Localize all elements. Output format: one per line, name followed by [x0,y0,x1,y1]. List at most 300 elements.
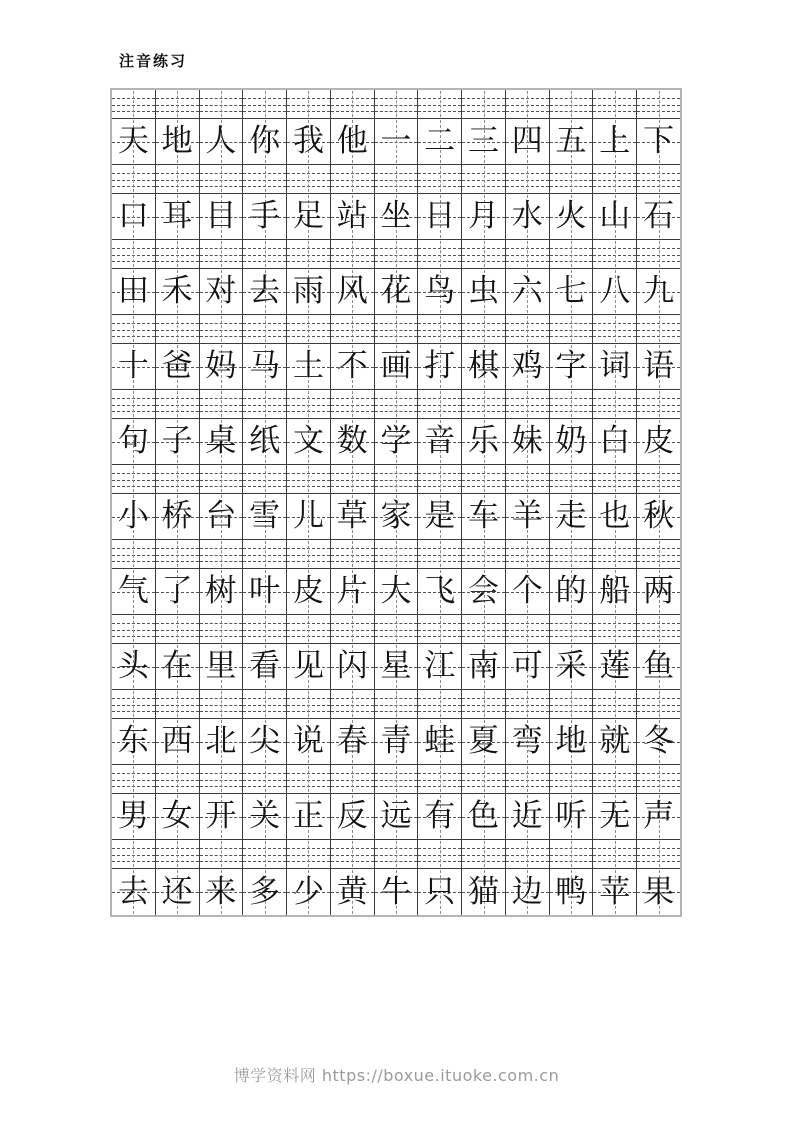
char-cell [593,344,637,390]
character: 色 [468,798,499,834]
center-guide-line [396,766,397,792]
center-guide-line [308,691,309,717]
footer-site-name: 博学资料网 [233,1066,317,1085]
character: 闪 [336,648,368,684]
char-cell [375,344,419,390]
char-cell [112,644,156,690]
center-guide-line [484,391,485,417]
char-cell [112,344,156,390]
character: 九 [643,273,675,309]
character: 山 [599,198,631,234]
center-guide-line [396,616,397,642]
center-guide-line [659,166,660,192]
center-guide-line [659,91,660,117]
character: 土 [292,348,324,384]
pinyin-cell [593,165,637,194]
center-guide-line [265,466,266,492]
pinyin-cell [637,765,680,794]
char-cell [331,719,375,765]
pinyin-cell [331,465,375,494]
char-cell [243,419,287,465]
pinyin-cell [200,315,244,344]
pinyin-cell [243,315,287,344]
char-cell [506,194,550,240]
char-cell [375,569,419,615]
char-cell [375,269,419,315]
pinyin-cell [462,465,506,494]
center-guide-line [177,91,178,117]
pinyin-cell [331,765,375,794]
character: 气 [117,573,149,609]
char-cell [156,419,200,465]
char-cell [550,494,594,540]
pinyin-cell [200,615,244,644]
pinyin-cell [112,315,156,344]
char-cell [331,269,375,315]
center-guide-line [308,541,309,567]
pinyin-cell [550,390,594,419]
character: 日 [424,198,456,234]
pinyin-row [112,465,680,494]
character: 走 [555,498,587,534]
char-cell [637,194,680,240]
char-cell [331,494,375,540]
center-guide-line [571,241,572,267]
pinyin-cell [418,390,462,419]
character: 奶 [555,423,587,459]
character: 个 [511,573,543,609]
character: 猫 [468,873,499,910]
pinyin-cell [506,690,550,719]
char-cell [331,869,375,915]
char-cell [637,869,680,915]
character: 小 [117,498,149,534]
char-cell [506,644,550,690]
character: 七 [555,273,587,309]
pinyin-row [112,240,680,269]
character: 只 [424,873,456,910]
char-cell [287,644,331,690]
character: 无 [599,798,631,834]
char-cell [375,719,419,765]
center-guide-line [484,841,485,867]
character: 片 [336,573,368,609]
pinyin-practice-grid [110,88,682,917]
char-cell [200,344,244,390]
pinyin-cell [550,615,594,644]
character: 会 [468,573,499,609]
character: 石 [643,198,675,234]
character: 风 [336,273,368,309]
center-guide-line [484,316,485,342]
char-cell [593,494,637,540]
pinyin-cell [550,165,594,194]
pinyin-cell [593,690,637,719]
char-cell [593,794,637,840]
pinyin-cell [637,390,680,419]
character: 站 [336,198,368,234]
center-guide-line [396,316,397,342]
center-guide-line [571,91,572,117]
char-cell [637,644,680,690]
center-guide-line [440,691,441,717]
character: 妈 [205,348,237,384]
character: 语 [643,348,675,384]
footer-watermark [0,1063,793,1086]
center-guide-line [440,466,441,492]
char-cell [506,719,550,765]
pinyin-cell [243,90,287,119]
char-cell [375,119,419,165]
center-guide-line [440,241,441,267]
pinyin-cell [550,840,594,869]
character: 开 [205,798,237,834]
char-row [112,569,680,615]
character: 对 [205,273,237,309]
pinyin-cell [462,390,506,419]
pinyin-cell [418,465,462,494]
char-cell [287,494,331,540]
center-guide-line [308,766,309,792]
char-cell [287,794,331,840]
center-guide-line [571,391,572,417]
pinyin-cell [331,90,375,119]
char-row [112,119,680,165]
char-cell [331,569,375,615]
char-cell [637,419,680,465]
center-guide-line [396,91,397,117]
center-guide-line [133,766,134,792]
pinyin-cell [462,540,506,569]
char-cell [418,794,462,840]
character: 白 [599,423,631,459]
char-cell [156,869,200,915]
pinyin-cell [506,315,550,344]
center-guide-line [133,241,134,267]
pinyin-cell [200,90,244,119]
center-guide-line [440,391,441,417]
char-cell [375,794,419,840]
char-cell [550,419,594,465]
center-guide-line [659,241,660,267]
center-guide-line [352,766,353,792]
char-cell [637,794,680,840]
pinyin-cell [375,90,419,119]
center-guide-line [308,91,309,117]
pinyin-cell [375,240,419,269]
center-guide-line [352,91,353,117]
character: 苹 [599,873,631,910]
char-row [112,344,680,390]
pinyin-cell [593,540,637,569]
pinyin-cell [637,165,680,194]
pinyin-cell [593,765,637,794]
character: 弯 [511,723,543,759]
center-guide-line [133,541,134,567]
pinyin-cell [287,390,331,419]
pinyin-cell [418,840,462,869]
character: 去 [249,273,281,309]
character: 还 [161,873,193,910]
char-cell [550,644,594,690]
center-guide-line [527,841,528,867]
character: 也 [599,498,631,534]
center-guide-line [484,691,485,717]
character: 远 [380,798,412,834]
character: 棋 [468,348,499,384]
character: 我 [292,123,324,159]
center-guide-line [177,241,178,267]
pinyin-cell [506,90,550,119]
center-guide-line [352,241,353,267]
pinyin-cell [243,765,287,794]
center-guide-line [352,841,353,867]
center-guide-line [396,841,397,867]
char-cell [156,644,200,690]
center-guide-line [221,166,222,192]
pinyin-cell [593,90,637,119]
character: 词 [599,348,631,384]
pinyin-cell [550,90,594,119]
character: 画 [380,348,412,384]
character: 见 [292,648,324,684]
character: 爸 [161,348,193,384]
pinyin-cell [593,390,637,419]
pinyin-cell [506,240,550,269]
char-cell [593,119,637,165]
char-cell [243,569,287,615]
char-cell [462,269,506,315]
center-guide-line [615,316,616,342]
pinyin-row [112,90,680,119]
pinyin-cell [243,465,287,494]
center-guide-line [177,466,178,492]
char-cell [462,194,506,240]
char-cell [375,194,419,240]
char-cell [418,719,462,765]
center-guide-line [352,466,353,492]
char-cell [287,269,331,315]
pinyin-cell [506,390,550,419]
pinyin-cell [331,840,375,869]
pinyin-cell [243,615,287,644]
character: 文 [292,423,324,459]
char-cell [593,419,637,465]
center-guide-line [440,766,441,792]
center-guide-line [571,766,572,792]
center-guide-line [133,691,134,717]
pinyin-cell [375,540,419,569]
pinyin-cell [418,765,462,794]
character: 子 [161,423,193,459]
pinyin-cell [462,615,506,644]
char-cell [243,794,287,840]
center-guide-line [527,466,528,492]
character: 四 [511,123,543,159]
pinyin-cell [156,690,200,719]
pinyin-cell [593,840,637,869]
character: 鱼 [643,648,675,684]
character: 两 [643,573,675,609]
character: 来 [205,873,237,910]
char-cell [243,644,287,690]
character: 水 [511,198,543,234]
pinyin-row [112,315,680,344]
center-guide-line [133,841,134,867]
pinyin-cell [375,315,419,344]
character: 正 [292,798,324,834]
char-cell [200,719,244,765]
pinyin-cell [112,165,156,194]
center-guide-line [571,541,572,567]
char-cell [550,194,594,240]
character: 边 [511,873,543,910]
pinyin-row [112,765,680,794]
char-cell [375,869,419,915]
character: 雪 [249,498,281,534]
center-guide-line [484,541,485,567]
char-cell [506,494,550,540]
char-cell [243,194,287,240]
pinyin-cell [287,540,331,569]
character: 关 [249,798,281,834]
pinyin-cell [418,90,462,119]
pinyin-cell [156,615,200,644]
pinyin-cell [462,765,506,794]
char-cell [112,719,156,765]
center-guide-line [396,241,397,267]
pinyin-cell [462,90,506,119]
pinyin-cell [331,390,375,419]
center-guide-line [571,616,572,642]
character: 说 [292,723,324,759]
center-guide-line [615,541,616,567]
center-guide-line [527,391,528,417]
character: 北 [205,723,237,759]
character: 皮 [292,573,324,609]
pinyin-cell [418,315,462,344]
pinyin-cell [506,840,550,869]
character: 儿 [292,498,324,534]
pinyin-cell [506,540,550,569]
character: 地 [161,123,193,159]
character: 多 [249,873,281,910]
pinyin-cell [462,315,506,344]
character: 果 [643,873,675,910]
character: 句 [117,423,149,459]
pinyin-cell [112,765,156,794]
char-row [112,269,680,315]
character: 上 [599,123,631,159]
character: 地 [555,723,587,759]
center-guide-line [484,766,485,792]
character: 下 [643,123,675,159]
char-cell [287,119,331,165]
character: 春 [336,723,368,759]
center-guide-line [265,391,266,417]
pinyin-cell [593,315,637,344]
char-cell [200,419,244,465]
char-cell [156,794,200,840]
char-cell [550,869,594,915]
pinyin-cell [506,765,550,794]
pinyin-cell [156,240,200,269]
char-cell [156,494,200,540]
character: 头 [117,648,149,684]
center-guide-line [265,691,266,717]
center-guide-line [615,691,616,717]
char-cell [375,494,419,540]
pinyin-cell [156,165,200,194]
char-cell [156,119,200,165]
pinyin-row [112,840,680,869]
char-cell [200,794,244,840]
char-cell [550,344,594,390]
center-guide-line [177,541,178,567]
character: 夏 [468,723,499,759]
footer-url[interactable]: https://boxue.ituoke.com.cn [321,1066,560,1085]
character: 江 [424,648,456,684]
pinyin-cell [550,465,594,494]
character: 学 [380,423,412,459]
character: 女 [161,798,193,834]
char-cell [243,119,287,165]
center-guide-line [659,541,660,567]
character: 雨 [292,273,324,309]
pinyin-cell [287,690,331,719]
char-cell [200,644,244,690]
character: 三 [468,123,499,159]
pinyin-cell [593,615,637,644]
char-cell [637,719,680,765]
character: 目 [205,198,237,234]
center-guide-line [221,691,222,717]
character: 火 [555,198,587,234]
char-cell [200,269,244,315]
pinyin-cell [462,165,506,194]
char-cell [506,419,550,465]
pinyin-cell [418,690,462,719]
pinyin-cell [112,690,156,719]
char-cell [331,194,375,240]
character: 字 [555,348,587,384]
char-cell [593,869,637,915]
char-cell [331,419,375,465]
char-cell [637,494,680,540]
char-row [112,494,680,540]
pinyin-cell [637,690,680,719]
pinyin-cell [287,840,331,869]
pinyin-cell [287,240,331,269]
pinyin-cell [506,465,550,494]
character: 可 [511,648,543,684]
character: 叶 [249,573,281,609]
center-guide-line [440,541,441,567]
character: 不 [336,348,368,384]
character: 少 [292,873,324,910]
character: 五 [555,123,587,159]
pinyin-cell [375,615,419,644]
center-guide-line [177,616,178,642]
pinyin-cell [550,240,594,269]
char-cell [156,569,200,615]
center-guide-line [308,466,309,492]
center-guide-line [615,466,616,492]
character: 黄 [336,873,368,910]
char-cell [112,194,156,240]
center-guide-line [177,841,178,867]
character: 采 [555,648,587,684]
